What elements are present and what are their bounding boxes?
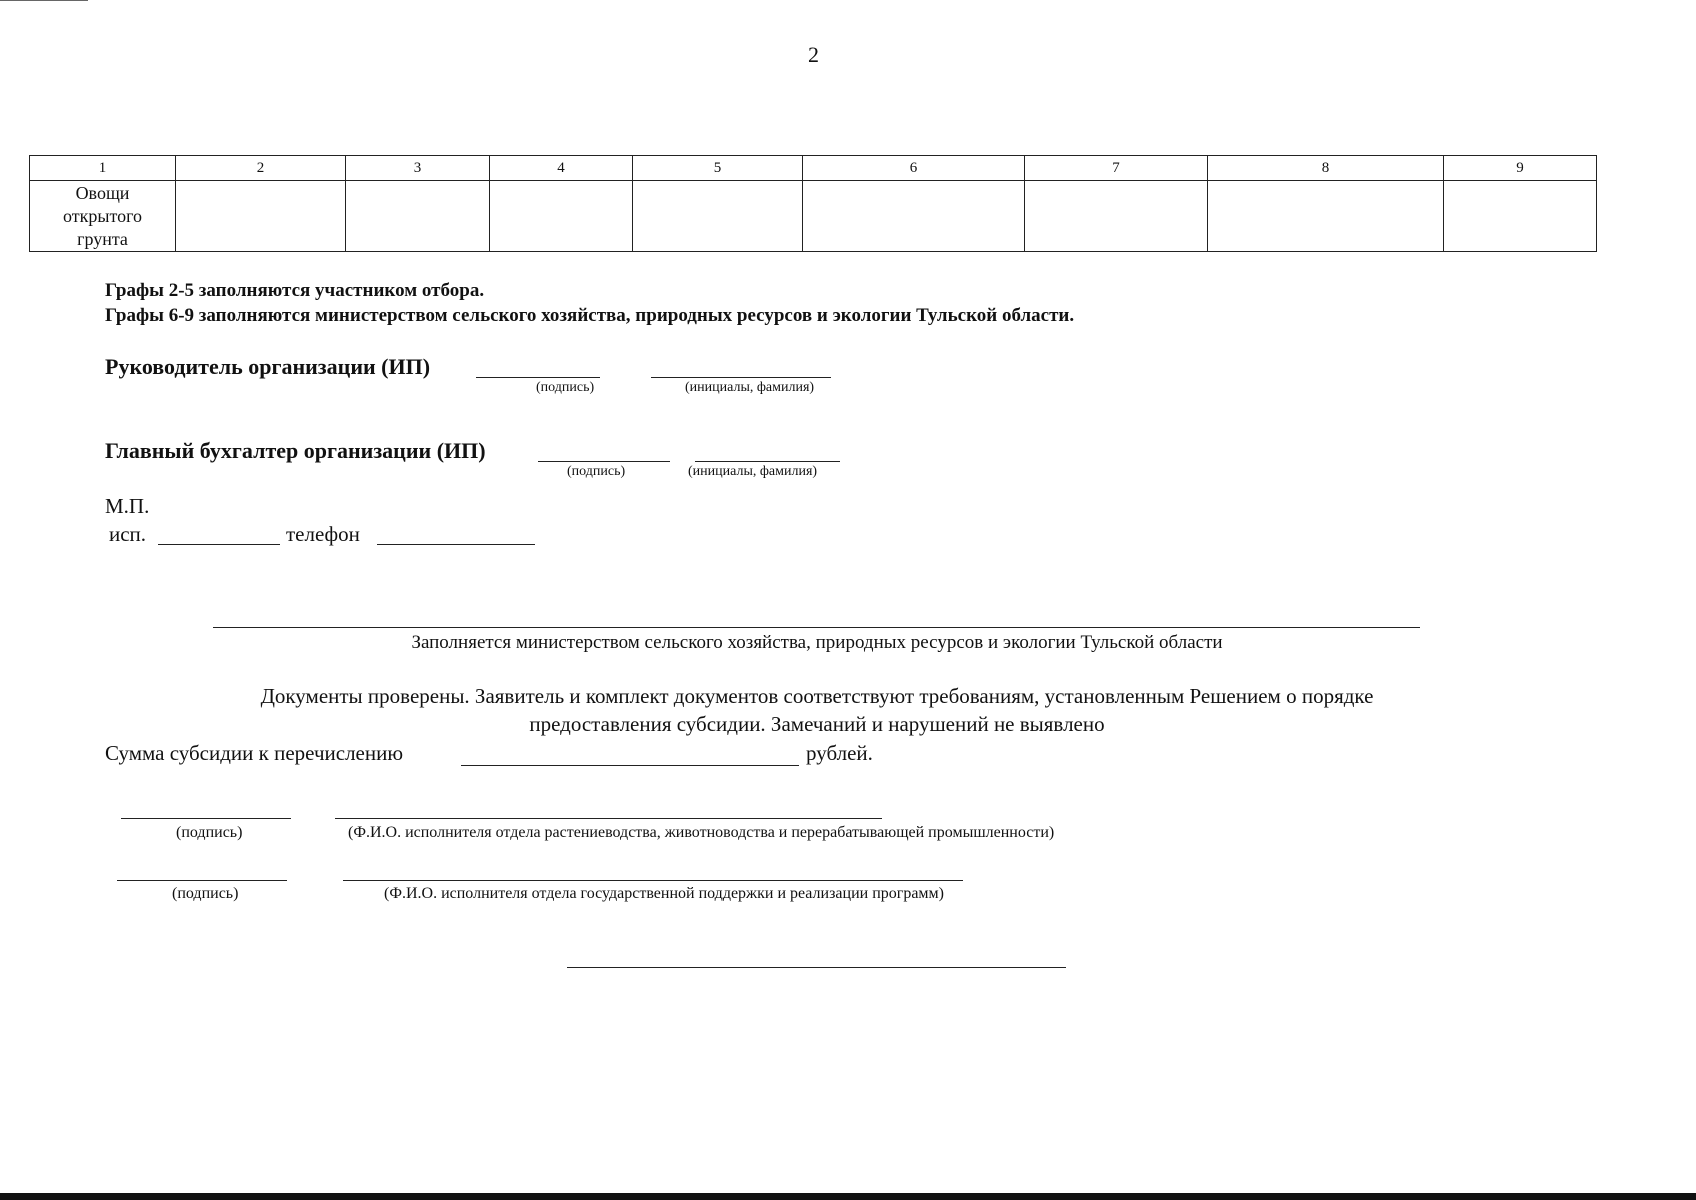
column-number: 6 (803, 156, 1025, 181)
column-number: 7 (1025, 156, 1208, 181)
column-number: 4 (490, 156, 633, 181)
column-number: 8 (1208, 156, 1444, 181)
accountant-signature-title: Главный бухгалтер организации (ИП) (105, 438, 486, 463)
column-number: 9 (1444, 156, 1597, 181)
head-name-line[interactable] (651, 377, 831, 378)
head-signature-hint: (подпись) (536, 380, 595, 395)
ministry-caption: Заполняется министерством сельского хозяйства, природных ресурсов и экологии Тульской области (411, 632, 1223, 653)
executor1-name-line[interactable] (335, 818, 882, 819)
note-columns-ministry: Графы 6-9 заполняются министерством сельского хозяйства, природных ресурсов и экологии Тульской области. (105, 305, 1075, 326)
scan-bottom-edge (0, 1193, 1696, 1200)
crop-name-cell: Овощи открытого грунта (30, 181, 176, 252)
table-header-row (30, 156, 1597, 181)
subsidy-sum-unit: рублей. (806, 741, 873, 765)
table-cell[interactable] (633, 181, 803, 252)
head-signature-line[interactable] (476, 377, 600, 378)
documents-checked-line1: Документы проверены. Заявитель и комплект документов соответствуют требованиям, установленным Решением о порядке (260, 684, 1374, 708)
phone-line[interactable] (377, 544, 535, 545)
executor2-signature-line[interactable] (117, 880, 287, 881)
scan-edge-line (0, 0, 88, 1)
table-cell[interactable] (1208, 181, 1444, 252)
executor2-name-line[interactable] (343, 880, 963, 881)
page-number: 2 (808, 42, 819, 67)
accountant-name-hint: (инициалы, фамилия) (688, 464, 818, 479)
executor1-name-hint: (Ф.И.О. исполнителя отдела растениеводства, животноводства и перерабатывающей промышленности) (348, 824, 1055, 841)
column-number: 5 (633, 156, 803, 181)
executor1-signature-line[interactable] (121, 818, 291, 819)
head-name-hint: (инициалы, фамилия) (685, 380, 815, 395)
column-number: 1 (30, 156, 176, 181)
table-cell[interactable] (176, 181, 346, 252)
head-signature-title: Руководитель организации (ИП) (105, 354, 431, 379)
table-cell[interactable] (1025, 181, 1208, 252)
phone-label: телефон (286, 522, 360, 546)
executor2-signature-hint: (подпись) (172, 885, 239, 902)
stamp-label: М.П. (105, 494, 150, 518)
table-cell[interactable] (346, 181, 490, 252)
documents-checked-line2: предоставления субсидии. Замечаний и нарушений не выявлено (529, 712, 1105, 736)
table-cell[interactable] (490, 181, 633, 252)
accountant-signature-line[interactable] (538, 461, 670, 462)
executor2-name-hint: (Ф.И.О. исполнителя отдела государственной поддержки и реализации программ) (384, 885, 945, 902)
executor-line[interactable] (158, 544, 280, 545)
executor-label: исп. (109, 522, 147, 546)
column-number: 2 (176, 156, 346, 181)
subsidy-sum-label: Сумма субсидии к перечислению (105, 741, 404, 765)
table-cell[interactable] (803, 181, 1025, 252)
executor1-signature-hint: (подпись) (176, 824, 243, 841)
accountant-name-line[interactable] (695, 461, 840, 462)
ministry-section-divider (213, 627, 1420, 628)
subsidy-sum-line[interactable] (461, 765, 799, 766)
note-columns-participant: Графы 2-5 заполняются участником отбора. (105, 280, 485, 301)
column-number: 3 (346, 156, 490, 181)
accountant-signature-hint: (подпись) (567, 464, 626, 479)
table-row (30, 181, 1597, 252)
table-cell[interactable] (1444, 181, 1597, 252)
crop-table (29, 155, 1597, 252)
closing-line (567, 967, 1066, 968)
